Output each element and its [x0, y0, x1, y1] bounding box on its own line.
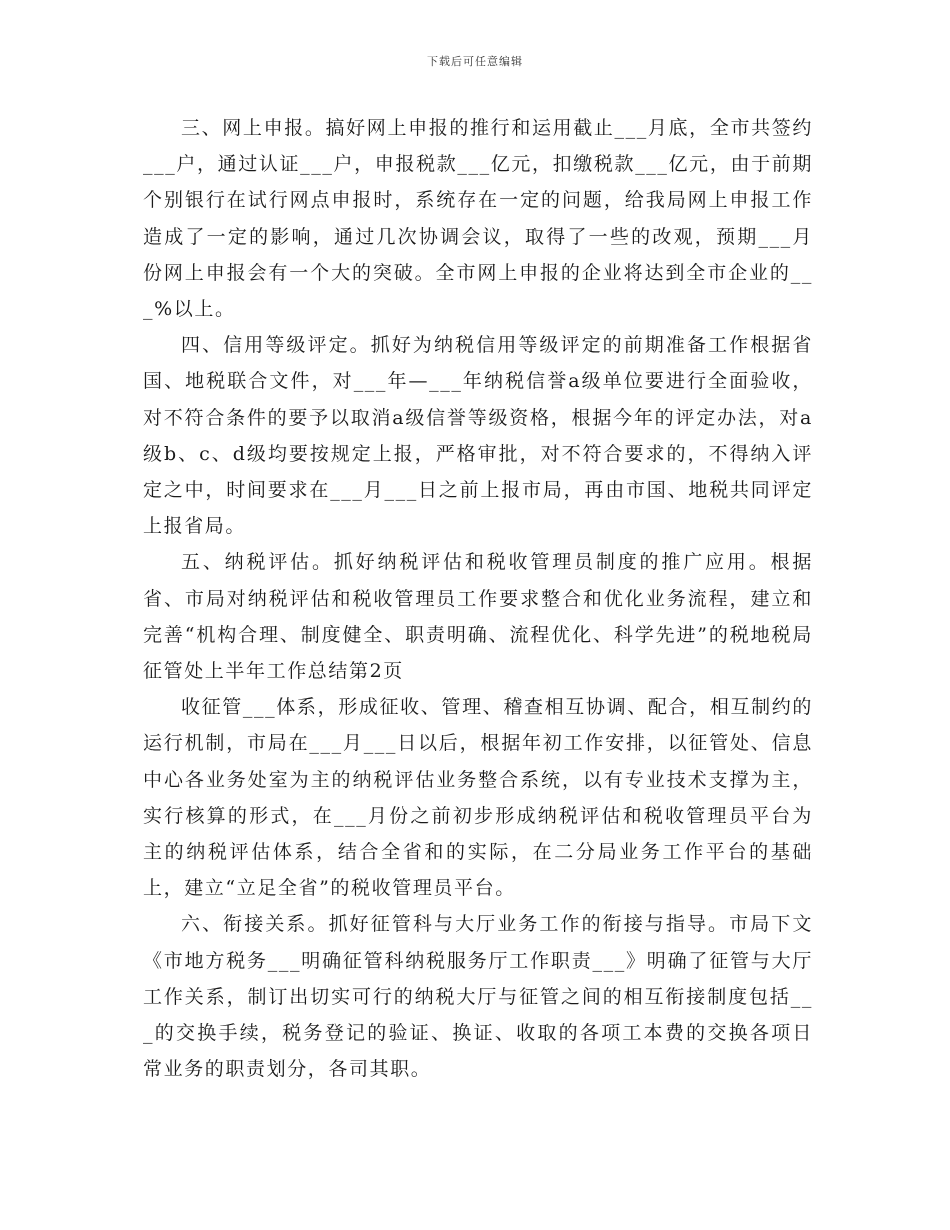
document-body — [143, 110, 813, 1087]
paragraph-coordination: 六、衔接关系。抓好征管科与大厅业务工作的衔接与指导。市局下文《市地方税务___明确征管科纳税服务厅工作职责___》明确了征管与大厅工作关系，制订出切实可行的纳税大厅与征管之间的相互衔接制度包括___的交换手续，税务登记的验证、换证、收取的各项工本费的交换各项日常业务的职责划分，各司其职。 — [143, 913, 813, 1081]
page-header-note: 下载后可任意编辑 — [427, 55, 523, 68]
paragraph-tax-assessment: 五、纳税评估。抓好纳税评估和税收管理员制度的推广应用。根据省、市局对纳税评估和税收管理员工作要求整合和优化业务流程，建立和完善“机构合理、制度健全、职责明确、流程优化、科学先进”的税地税局征管处上半年工作总结第2页 — [143, 551, 813, 683]
paragraph-online-filing: 三、网上申报。搞好网上申报的推行和运用截止___月底，全市共签约___户，通过认证___户，申报税款___亿元，扣缴税款___亿元，由于前期个别银行在试行网点申报时，系统存在一定的问题，给我局网上申报工作造成了一定的影响，通过几次协调会议，取得了一些的改观，预期___月份网上申报会有一个大的突破。全市网上申报的企业将达到全市企业的___%以上。 — [143, 117, 813, 321]
paragraph-collection-system: 收征管___体系，形成征收、管理、稽查相互协调、配合，相互制约的运行机制，市局在___月___日以后，根据年初工作安排，以征管处、信息中心各业务处室为主的纳税评估业务整合系统，以有专业技术支撑为主，实行核算的形式，在___月份之前初步形成纳税评估和税收管理员平台为主的纳税评估体系，结合全省和的实际，在二分局业务工作平台的基础上，建立“立足全省”的税收管理员平台。 — [143, 696, 813, 900]
paragraph-credit-rating: 四、信用等级评定。抓好为纳税信用等级评定的前期准备工作根据省国、地税联合文件，对___年—___年纳税信誉a级单位要进行全面验收，对不符合条件的要予以取消a级信誉等级资格，根据今年的评定办法，对a级b、c、d级均要按规定上报，严格审批，对不符合要求的，不得纳入评定之中，时间要求在___月___日之前上报市局，再由市国、地税共同评定上报省局。 — [143, 334, 813, 538]
